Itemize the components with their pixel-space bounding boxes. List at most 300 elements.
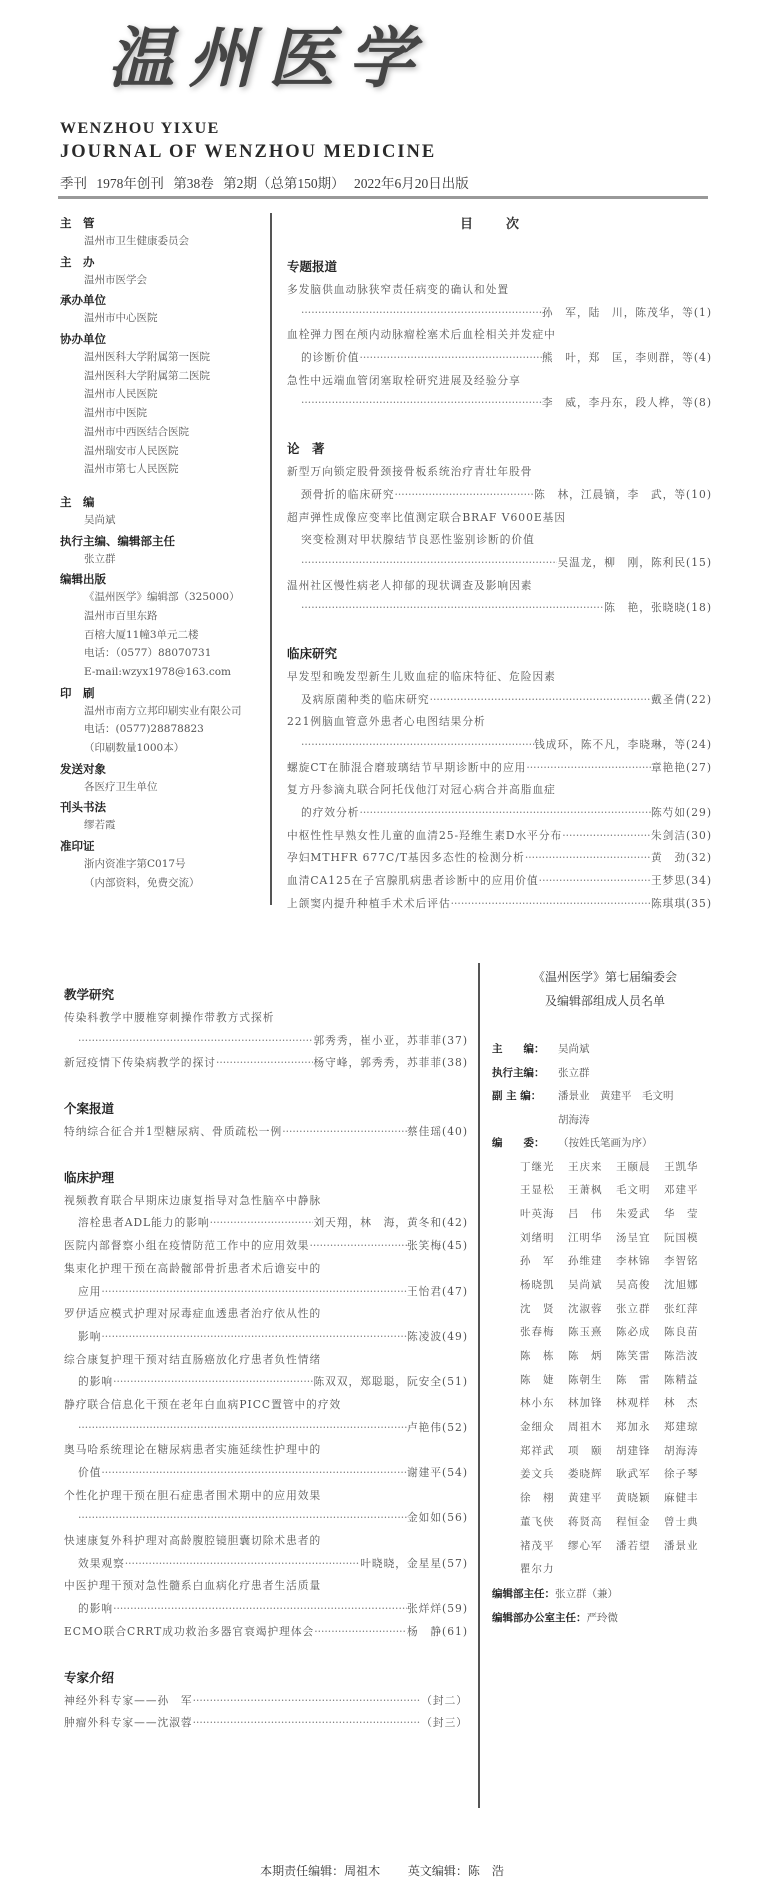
entry-page: (30): [686, 828, 712, 842]
committee-member: 邓建平: [664, 1184, 699, 1197]
info-label: 执行主编、编辑部主任: [60, 533, 175, 548]
leader-dots: [301, 552, 557, 575]
entry-authors: 谢建平: [406, 1466, 443, 1479]
entry-title-cont: 颈骨折的临床研究: [301, 487, 395, 501]
entry-authors: 章艳艳: [650, 760, 687, 774]
info-label: 承办单位: [60, 293, 106, 308]
entry-page: (59): [442, 1602, 468, 1616]
entry-authors: 王怡君: [406, 1284, 443, 1298]
committee-member: 沈 贤: [520, 1302, 555, 1315]
info-label: 编辑出版: [60, 572, 106, 587]
committee-member: 吕 伟: [568, 1207, 603, 1220]
committee-member: 郑祥武: [520, 1444, 555, 1457]
info-value: 温州市中心医院: [84, 312, 158, 325]
leader-dots: [562, 825, 651, 848]
entry-authors: 叶晓晓，金星星: [360, 1556, 443, 1570]
entry-page: (18): [686, 601, 712, 615]
english-editor: 英文编辑：陈 浩: [407, 1864, 504, 1878]
entry-page: (8): [693, 396, 712, 410]
entry-page: (24): [686, 738, 712, 751]
leader-dots: [113, 1598, 407, 1621]
entry-title: 综合康复护理干预对结直肠癌放化疗患者负性情绪: [64, 1352, 322, 1366]
info-value: 温州市南方立邦印刷实业有限公司: [84, 704, 242, 717]
committee-member: 娄晓辉: [568, 1468, 603, 1481]
committee-member: 陈玉熹: [568, 1326, 603, 1339]
toc-entry[interactable]: [64, 1303, 468, 1348]
info-value: 百榕大厦11幢3单元二楼: [84, 628, 199, 641]
entry-title: 中医护理干预对急性髓系白血病化疗患者生活质量: [64, 1579, 322, 1593]
leader-dots: [539, 870, 651, 893]
members-grid: [520, 1156, 742, 1582]
toc-entry[interactable]: [287, 779, 712, 824]
leader-dots: [301, 392, 542, 415]
committee-member: 陈 栋: [520, 1350, 555, 1362]
entry-title: 复方丹参滴丸联合阿托伐他汀对冠心病合并高脂血症: [287, 783, 556, 797]
entry-page: (4): [693, 351, 712, 365]
toc-entry[interactable]: [287, 711, 712, 756]
info-label: 发送对象: [60, 761, 106, 776]
toc-entry[interactable]: [287, 757, 712, 780]
toc-section-title: 个案报道: [64, 1101, 115, 1117]
committee-member: 毛文明: [616, 1184, 651, 1197]
committee-member: 缪心军: [568, 1539, 603, 1552]
committee-member: 王庆来: [568, 1160, 603, 1173]
leader-dots: [301, 302, 542, 325]
entry-title: 螺旋CT在肺混合磨玻璃结节早期诊断中的应用: [287, 760, 527, 774]
english-title-journal: JOURNAL OF WENZHOU MEDICINE: [60, 142, 437, 162]
committee-member: 陈 炳: [568, 1350, 603, 1362]
leader-dots: [314, 1621, 407, 1644]
committee-member: 周祖木: [568, 1421, 603, 1434]
info-value: 温州市中医院: [84, 407, 147, 420]
committee-member: 陈良苗: [664, 1326, 699, 1339]
members-label: 编 委：: [492, 1137, 545, 1149]
toc-entry[interactable]: [287, 847, 712, 870]
toc-entry[interactable]: [64, 1530, 468, 1575]
toc-section-title: 临床护理: [64, 1169, 115, 1185]
entry-title-cont: 的诊断价值: [301, 351, 360, 365]
toc-entry[interactable]: [287, 279, 712, 324]
toc-section-title: 临床研究: [287, 645, 338, 661]
info-value: 吴尚斌: [84, 513, 116, 526]
entry-title: ECMO联合CRRT成功救治多器官衰竭护理体会: [64, 1624, 315, 1638]
entry-authors: 陈凌波: [406, 1329, 443, 1343]
entry-title: 快速康复外科护理对高龄腹腔镜胆囊切除术患者的: [64, 1534, 322, 1548]
toc-left-column: [64, 983, 468, 1735]
committee-member: 李智铭: [664, 1255, 699, 1268]
entry-page: (57): [442, 1556, 468, 1570]
toc-title: 目 次: [460, 217, 530, 232]
info-group: [60, 684, 265, 758]
committee-member: 王萧枫: [568, 1184, 603, 1197]
leader-dots: [216, 1052, 314, 1075]
entry-title-cont: 影响: [78, 1329, 102, 1343]
committee-member: 丁继光: [520, 1160, 555, 1173]
entry-page: (52): [442, 1420, 468, 1434]
leader-dots: [101, 1326, 407, 1349]
toc-entry[interactable]: [64, 1007, 468, 1052]
entry-title: 集束化护理干预在高龄髋部骨折患者术后谵妄中的: [64, 1261, 322, 1275]
entry-page: (35): [686, 896, 712, 910]
entry-authors: 陈 艳，张晓晓: [604, 601, 687, 615]
members-row: [492, 1132, 742, 1156]
info-group: [60, 798, 265, 835]
deputy-editor-row: [492, 1085, 742, 1109]
info-value: 温州市第七人民医院: [84, 463, 179, 476]
entry-title: 视频教育联合早期床边康复指导对急性脑卒中静脉: [64, 1193, 322, 1207]
committee-member: 陈 雷: [616, 1373, 651, 1386]
leader-dots: [210, 1212, 314, 1235]
entry-title: 血清CA125在子宫腺肌病患者诊断中的应用价值: [287, 874, 539, 888]
leader-dots: [525, 847, 651, 870]
entry-title-cont: 溶栓患者ADL能力的影响: [78, 1216, 210, 1230]
info-value: 温州市卫生健康委员会: [84, 235, 189, 247]
committee-list: [492, 1038, 742, 1630]
committee-member: 沈旭娜: [664, 1278, 699, 1291]
entry-authors: 蔡佳瑶: [406, 1125, 443, 1139]
entry-title: 急性中远端血管闭塞取栓研究进展及经验分享: [287, 373, 521, 387]
leader-dots: [101, 1462, 407, 1485]
leader-dots: [526, 757, 651, 780]
info-group: [60, 330, 265, 479]
committee-member: 褚茂平: [520, 1539, 555, 1552]
entry-page: (10): [686, 487, 712, 501]
info-value: 电话：（0577）88070731: [84, 647, 212, 660]
info-value: 温州市百里东路: [84, 609, 158, 622]
toc-entry[interactable]: [64, 1712, 468, 1735]
entry-page: (54): [442, 1466, 468, 1479]
entry-title: 奥马哈系统理论在糖尿病患者实施延续性护理中的: [64, 1443, 322, 1457]
chief-editor-row: [492, 1038, 742, 1062]
entry-title: 肿瘤外科专家——沈淑蓉: [64, 1716, 193, 1730]
entry-title-cont: 的影响: [78, 1602, 114, 1616]
entry-page: (45): [442, 1239, 468, 1253]
committee-member: 项 颐: [568, 1444, 603, 1457]
info-value: （内部资料，免费交流）: [84, 876, 200, 889]
toc-entry[interactable]: [64, 1485, 468, 1530]
chief-editor-name: 吴尚斌: [558, 1043, 590, 1055]
info-label: 印 刷: [60, 685, 95, 700]
exec-editor-label: 执行主编：: [492, 1066, 545, 1079]
committee-member: 杨晓凯: [520, 1278, 555, 1291]
entry-page: (1): [693, 305, 712, 319]
committee-member: 黄建平: [568, 1492, 603, 1505]
committee-member: 吴高俊: [616, 1278, 651, 1291]
info-value: E-mail:wzyx1978@163.com: [84, 666, 232, 678]
info-label: 主 管: [60, 216, 95, 230]
entry-title: 早发型和晚发型新生儿败血症的临床特征、危险因素: [287, 669, 556, 683]
toc-entry[interactable]: [64, 1052, 468, 1075]
office-manager-name: 严玲微: [586, 1611, 618, 1624]
office-director-label: 编辑部主任：: [492, 1587, 555, 1600]
committee-member: 黄晓颖: [616, 1492, 651, 1505]
info-value: 缪若霞: [84, 819, 116, 832]
info-label: 准印证: [60, 839, 95, 854]
info-label: 协办单位: [60, 332, 106, 347]
toc-entry[interactable]: [64, 1235, 468, 1258]
deputy-editor-names: 潘景业 黄建平 毛文明: [558, 1090, 674, 1102]
english-title-pinyin: WENZHOU YIXUE: [60, 120, 220, 137]
committee-member: 陈必成: [616, 1326, 651, 1339]
entry-title: 血栓弹力图在颅内动脉瘤栓塞术后血栓相关并发症中: [287, 328, 556, 342]
committee-member: 陈笑雷: [616, 1350, 651, 1362]
committee-member: 阮国模: [664, 1231, 699, 1244]
exec-editor-row: [492, 1062, 742, 1086]
committee-member: 曾士典: [664, 1515, 699, 1528]
leader-dots: [282, 1121, 407, 1144]
issue-editors-footer: [0, 1862, 764, 1879]
entry-title: 突变检测对甲状腺结节良恶性鉴别诊断的价值: [301, 533, 535, 547]
entry-page: (38): [442, 1056, 468, 1070]
entry-authors: 陈芍如: [650, 806, 687, 820]
toc-entry[interactable]: [64, 1258, 468, 1303]
info-value: 浙内资准字第C017号: [84, 858, 186, 871]
entry-authors: 孙 军，陆 川，陈茂华，等: [541, 305, 694, 319]
entry-title: 神经外科专家——孙 军: [64, 1693, 193, 1707]
toc-entry[interactable]: [287, 825, 712, 848]
committee-member: 王颐晨: [616, 1160, 651, 1173]
toc-entry[interactable]: [287, 870, 712, 893]
entry-authors: 杨 静: [406, 1624, 443, 1638]
entry-title: 静疗联合信息化干预在老年白血病PICC置管中的疗效: [64, 1397, 342, 1411]
journal-masthead: [108, 8, 428, 108]
entry-page: （封三）: [421, 1716, 468, 1730]
entry-authors: 熊 叶，郑 匡，李则群，等: [541, 351, 694, 365]
entry-page: (47): [442, 1284, 468, 1298]
deputy-editor-label: 副 主 编：: [492, 1090, 542, 1102]
committee-member: 董飞侠: [520, 1515, 555, 1528]
toc-entry[interactable]: [287, 893, 712, 916]
entry-title-cont: 效果观察: [78, 1556, 125, 1570]
entry-page: （封二）: [421, 1693, 468, 1707]
committee-member: 林 杰: [664, 1397, 699, 1410]
committee-member: 朱爱武: [616, 1207, 651, 1220]
entry-title: 传染科教学中腰椎穿刺操作带教方式探析: [64, 1011, 275, 1024]
leader-dots: [125, 1553, 360, 1576]
entry-title: 个性化护理干预在胆石症患者围术期中的应用效果: [64, 1488, 322, 1502]
toc-entry[interactable]: [64, 1439, 468, 1484]
chief-editor-label: 主 编：: [492, 1043, 545, 1055]
entry-page: (51): [442, 1375, 468, 1389]
toc-entry[interactable]: [64, 1575, 468, 1620]
info-value: 电话：(0577)28878823: [84, 723, 204, 736]
entry-title: 多发脑供血动脉狭窄责任病变的确认和处置: [287, 283, 510, 296]
leader-dots: [309, 1235, 407, 1258]
toc-entry[interactable]: [287, 575, 712, 620]
leader-dots: [113, 1371, 313, 1394]
entry-title: 孕妇MTHFR 677C/T基因多态性的检测分析: [287, 851, 525, 865]
info-group: [60, 837, 265, 892]
entry-authors: 张笑梅: [406, 1239, 443, 1253]
leader-dots: [301, 597, 604, 620]
entry-title: 超声弹性成像应变率比值测定联合BRAF V600E基因: [287, 510, 567, 524]
toc-entry[interactable]: [64, 1690, 468, 1713]
office-manager-label: 编辑部办公室主任：: [492, 1611, 587, 1624]
entry-title-cont: 应用: [78, 1284, 102, 1298]
responsible-editor: 本期责任编辑：周祖木: [260, 1864, 381, 1878]
committee-member: 汤呈宜: [616, 1231, 651, 1244]
toc-section-title: 专家介绍: [64, 1669, 115, 1685]
header-rule: [58, 196, 708, 199]
deputy-editor-names-2: 胡海涛: [558, 1113, 590, 1126]
committee-member: 程恒金: [616, 1515, 651, 1528]
entry-authors: 黄 劲: [650, 851, 687, 865]
committee-member: 林观样: [616, 1397, 651, 1410]
info-group: [60, 760, 265, 797]
toc-right-column: [287, 255, 712, 916]
leader-dots: [359, 347, 541, 370]
toc-entry[interactable]: [64, 1621, 468, 1644]
leader-dots: [395, 484, 535, 507]
committee-member: 孙 军: [520, 1255, 555, 1268]
leader-dots: [451, 893, 651, 916]
committee-member: 胡建锋: [616, 1444, 651, 1457]
info-value: 温州市中西医结合医院: [84, 425, 189, 438]
committee-member: 王显松: [520, 1184, 555, 1197]
entry-title: 新型万向锁定股骨颈接骨板系统治疗青壮年股骨: [287, 465, 533, 479]
leader-dots: [193, 1712, 422, 1735]
entry-authors: 李 威，李丹东，段人桦，等: [541, 396, 694, 410]
committee-member: 胡海涛: [664, 1444, 699, 1457]
entry-page: (49): [442, 1329, 468, 1343]
entry-title: 中枢性性早熟女性儿童的血清25-羟维生素D水平分布: [287, 828, 563, 842]
leader-dots: [78, 1417, 407, 1440]
leader-dots: [301, 734, 534, 757]
publication-info-column: [60, 214, 265, 895]
committee-member: 陈 婕: [520, 1373, 555, 1386]
entry-title: 221例脑血管意外患者心电图结果分析: [287, 715, 486, 729]
committee-member: 叶英海: [520, 1207, 555, 1220]
entry-page: (40): [442, 1125, 468, 1139]
committee-member: 徐 栩: [520, 1492, 555, 1505]
entry-authors: 吴温龙，柳 刚，陈利民: [557, 555, 687, 569]
committee-member: 蒋贤高: [568, 1515, 603, 1528]
committee-member: 郑加永: [616, 1421, 651, 1434]
committee-member: 林小东: [520, 1397, 555, 1410]
info-value: 张立群: [84, 552, 116, 565]
info-value: 温州瑞安市人民医院: [84, 444, 179, 457]
entry-page: (42): [442, 1216, 468, 1230]
committee-member: 李林锦: [616, 1255, 651, 1268]
info-value: 温州市人民医院: [84, 388, 158, 401]
info-value: （印刷数量1000本）: [84, 742, 185, 755]
leader-dots: [78, 1030, 313, 1053]
entry-page: (29): [686, 806, 712, 820]
committee-member: 张立群: [616, 1302, 651, 1315]
info-group: [60, 493, 265, 530]
info-value: 温州市医学会: [84, 273, 147, 286]
info-value: 温州医科大学附属第二医院: [84, 369, 210, 382]
committee-member: 陈朝生: [568, 1373, 603, 1386]
office-manager-row: [492, 1606, 742, 1630]
entry-authors: 王梦思: [650, 874, 687, 888]
info-label: 主 编: [60, 494, 95, 509]
entry-authors: 郭秀秀，崔小亚，苏菲菲: [313, 1033, 443, 1047]
toc-entry[interactable]: [64, 1121, 468, 1144]
entry-authors: 陈琪琪: [650, 896, 687, 910]
toc-entry[interactable]: [64, 1349, 468, 1394]
committee-member: 孙维建: [568, 1255, 603, 1268]
info-label: 主 办: [60, 254, 95, 269]
toc-entry[interactable]: [287, 370, 712, 415]
info-value: 各医疗卫生单位: [84, 780, 158, 793]
entry-title-cont: 的影响: [78, 1375, 114, 1389]
entry-authors: 陈双双，郑聪聪，阮安全: [313, 1375, 443, 1389]
committee-member: 姜文兵: [520, 1468, 555, 1481]
entry-authors: 钱成环，陈不凡，李晓琳，等: [534, 738, 687, 751]
office-director-name: 张立群（兼）: [555, 1587, 618, 1600]
committee-title-1: 《温州医学》第七届编委会: [532, 970, 677, 984]
exec-editor-name: 张立群: [558, 1066, 590, 1079]
top-column-divider: [270, 213, 272, 905]
entry-title-cont: 价值: [78, 1466, 102, 1479]
committee-member: 沈淑蓉: [568, 1302, 603, 1315]
entry-page: (34): [686, 874, 712, 888]
toc-section-title: 论 著: [287, 441, 325, 457]
entry-authors: 张烊烊: [406, 1602, 443, 1616]
entry-title: 上颌窦内提升种植手术术后评估: [287, 896, 451, 910]
entry-authors: 刘天翔，林 海，黄冬和: [313, 1216, 443, 1230]
entry-page: (22): [686, 692, 712, 706]
committee-member: 华 莹: [664, 1207, 699, 1220]
toc-section-title: 专题报道: [287, 259, 338, 274]
committee-member: 瞿尔力: [520, 1563, 555, 1576]
members-note: （按姓氏笔画为序）: [558, 1137, 653, 1149]
committee-member: 潘景业: [664, 1539, 699, 1552]
entry-authors: 戴圣倩: [650, 692, 687, 706]
committee-member: 张春梅: [520, 1326, 555, 1339]
entry-page: (32): [686, 851, 712, 865]
toc-entry[interactable]: [64, 1190, 468, 1235]
entry-authors: 卢艳伟: [406, 1420, 443, 1434]
entry-page: (56): [442, 1511, 468, 1525]
committee-member: 陈精益: [664, 1373, 699, 1386]
committee-member: 潘若望: [616, 1539, 651, 1552]
committee-member: 耿武军: [616, 1468, 651, 1481]
deputy-editor-row-2: [492, 1109, 742, 1133]
issue-info-line: 季刊 1978年创刊 第38卷 第2期（总第150期） 2022年6月20日出版: [60, 176, 469, 191]
entry-authors: 朱剑洁: [650, 828, 687, 842]
leader-dots: [430, 689, 651, 712]
entry-title: 特纳综合征合并1型糖尿病、骨质疏松一例: [64, 1125, 283, 1139]
committee-member: 江明华: [568, 1231, 603, 1244]
toc-entry[interactable]: [287, 461, 712, 506]
leader-dots: [78, 1507, 407, 1530]
entry-title: 温州社区慢性病老人抑郁的现状调查及影响因素: [287, 578, 533, 592]
entry-authors: 杨守峰，郭秀秀，苏菲菲: [313, 1056, 443, 1070]
committee-member: 吴尚斌: [568, 1278, 603, 1291]
leader-dots: [193, 1690, 422, 1713]
committee-member: 郑建琼: [664, 1421, 699, 1434]
toc-entry[interactable]: [287, 507, 712, 575]
info-value: 温州医科大学附属第一医院: [84, 351, 210, 364]
leader-dots: [359, 802, 651, 825]
info-label: 刊头书法: [60, 800, 106, 815]
committee-member: 麻健丰: [664, 1492, 699, 1505]
entry-page: (27): [686, 760, 712, 774]
toc-entry[interactable]: [287, 324, 712, 369]
info-group: [60, 291, 265, 328]
toc-entry[interactable]: [64, 1394, 468, 1439]
entry-page: (37): [442, 1033, 468, 1047]
info-group: [60, 253, 265, 290]
leader-dots: [101, 1281, 407, 1304]
committee-title-2: 及编辑部组成人员名单: [544, 994, 665, 1008]
bottom-column-divider: [478, 963, 480, 1808]
info-value: 《温州医学》编辑部（325000）: [84, 591, 240, 604]
toc-entry[interactable]: [287, 666, 712, 711]
entry-authors: 陈 林，江晨镝，李 武，等: [534, 487, 687, 501]
